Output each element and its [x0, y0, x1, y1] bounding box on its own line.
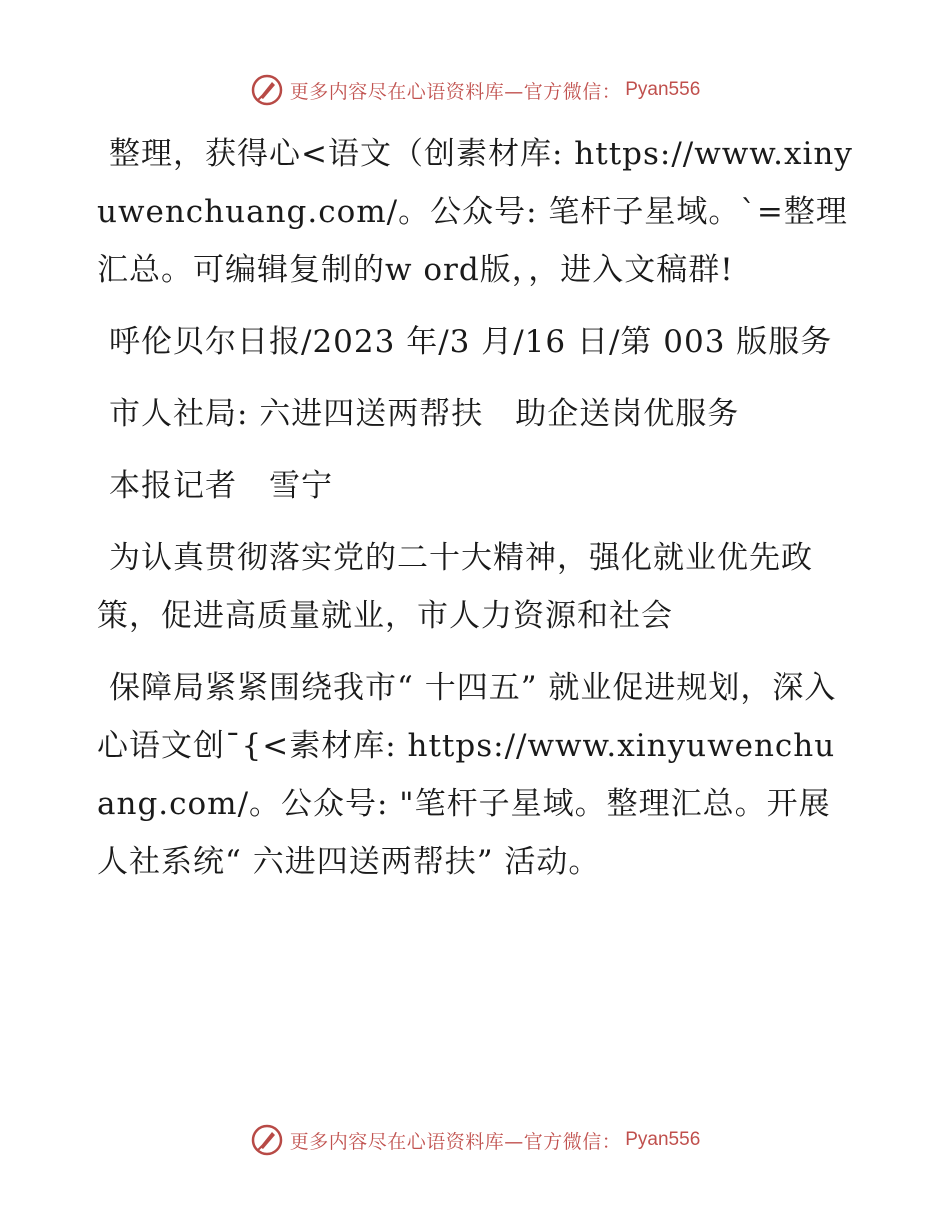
- source-line: 呼伦贝尔日报/2023 年/3 月/16 日/第 003 版服务: [109, 324, 833, 360]
- quill-logo-icon: [250, 1123, 284, 1157]
- footer-watermark-banner: [0, 1120, 950, 1160]
- document-body: [97, 125, 853, 905]
- header-watermark-banner: [0, 70, 950, 110]
- wechat-id: Pyan556: [625, 79, 701, 100]
- wechat-id: Pyan556: [625, 1129, 701, 1150]
- byline: 本报记者 雪宁: [109, 468, 333, 504]
- body-paragraph-1: 为认真贯彻落实党的二十大精神，强化就业优先政策，促进高质量就业，市人力资源和社会: [97, 540, 813, 634]
- quill-logo-icon: [250, 73, 284, 107]
- watermark-text: 更多内容尽在心语资料库—官方微信：: [289, 80, 622, 103]
- watermark-text: 更多内容尽在心语资料库—官方微信：: [289, 1130, 622, 1153]
- article-title: 市人社局: 六进四送两帮扶 助企送岗优服务: [109, 396, 740, 432]
- body-paragraph-2: 保障局紧紧围绕我市“ 十四五” 就业促进规划，深入心语文创¯{<素材库: https://www.xinyuwenchuang.com/。公众号: "笔杆子星域。整理汇总。开展人社系统“ 六进四送两帮扶” 活动。: [97, 670, 837, 880]
- intro-paragraph: 整理，获得心<语文（创素材库: https://www.xinyuwenchuang.com/。公众号: 笔杆子星域。`=整理汇总。可编辑复制的w ord版，，进入文稿群!: [97, 136, 853, 288]
